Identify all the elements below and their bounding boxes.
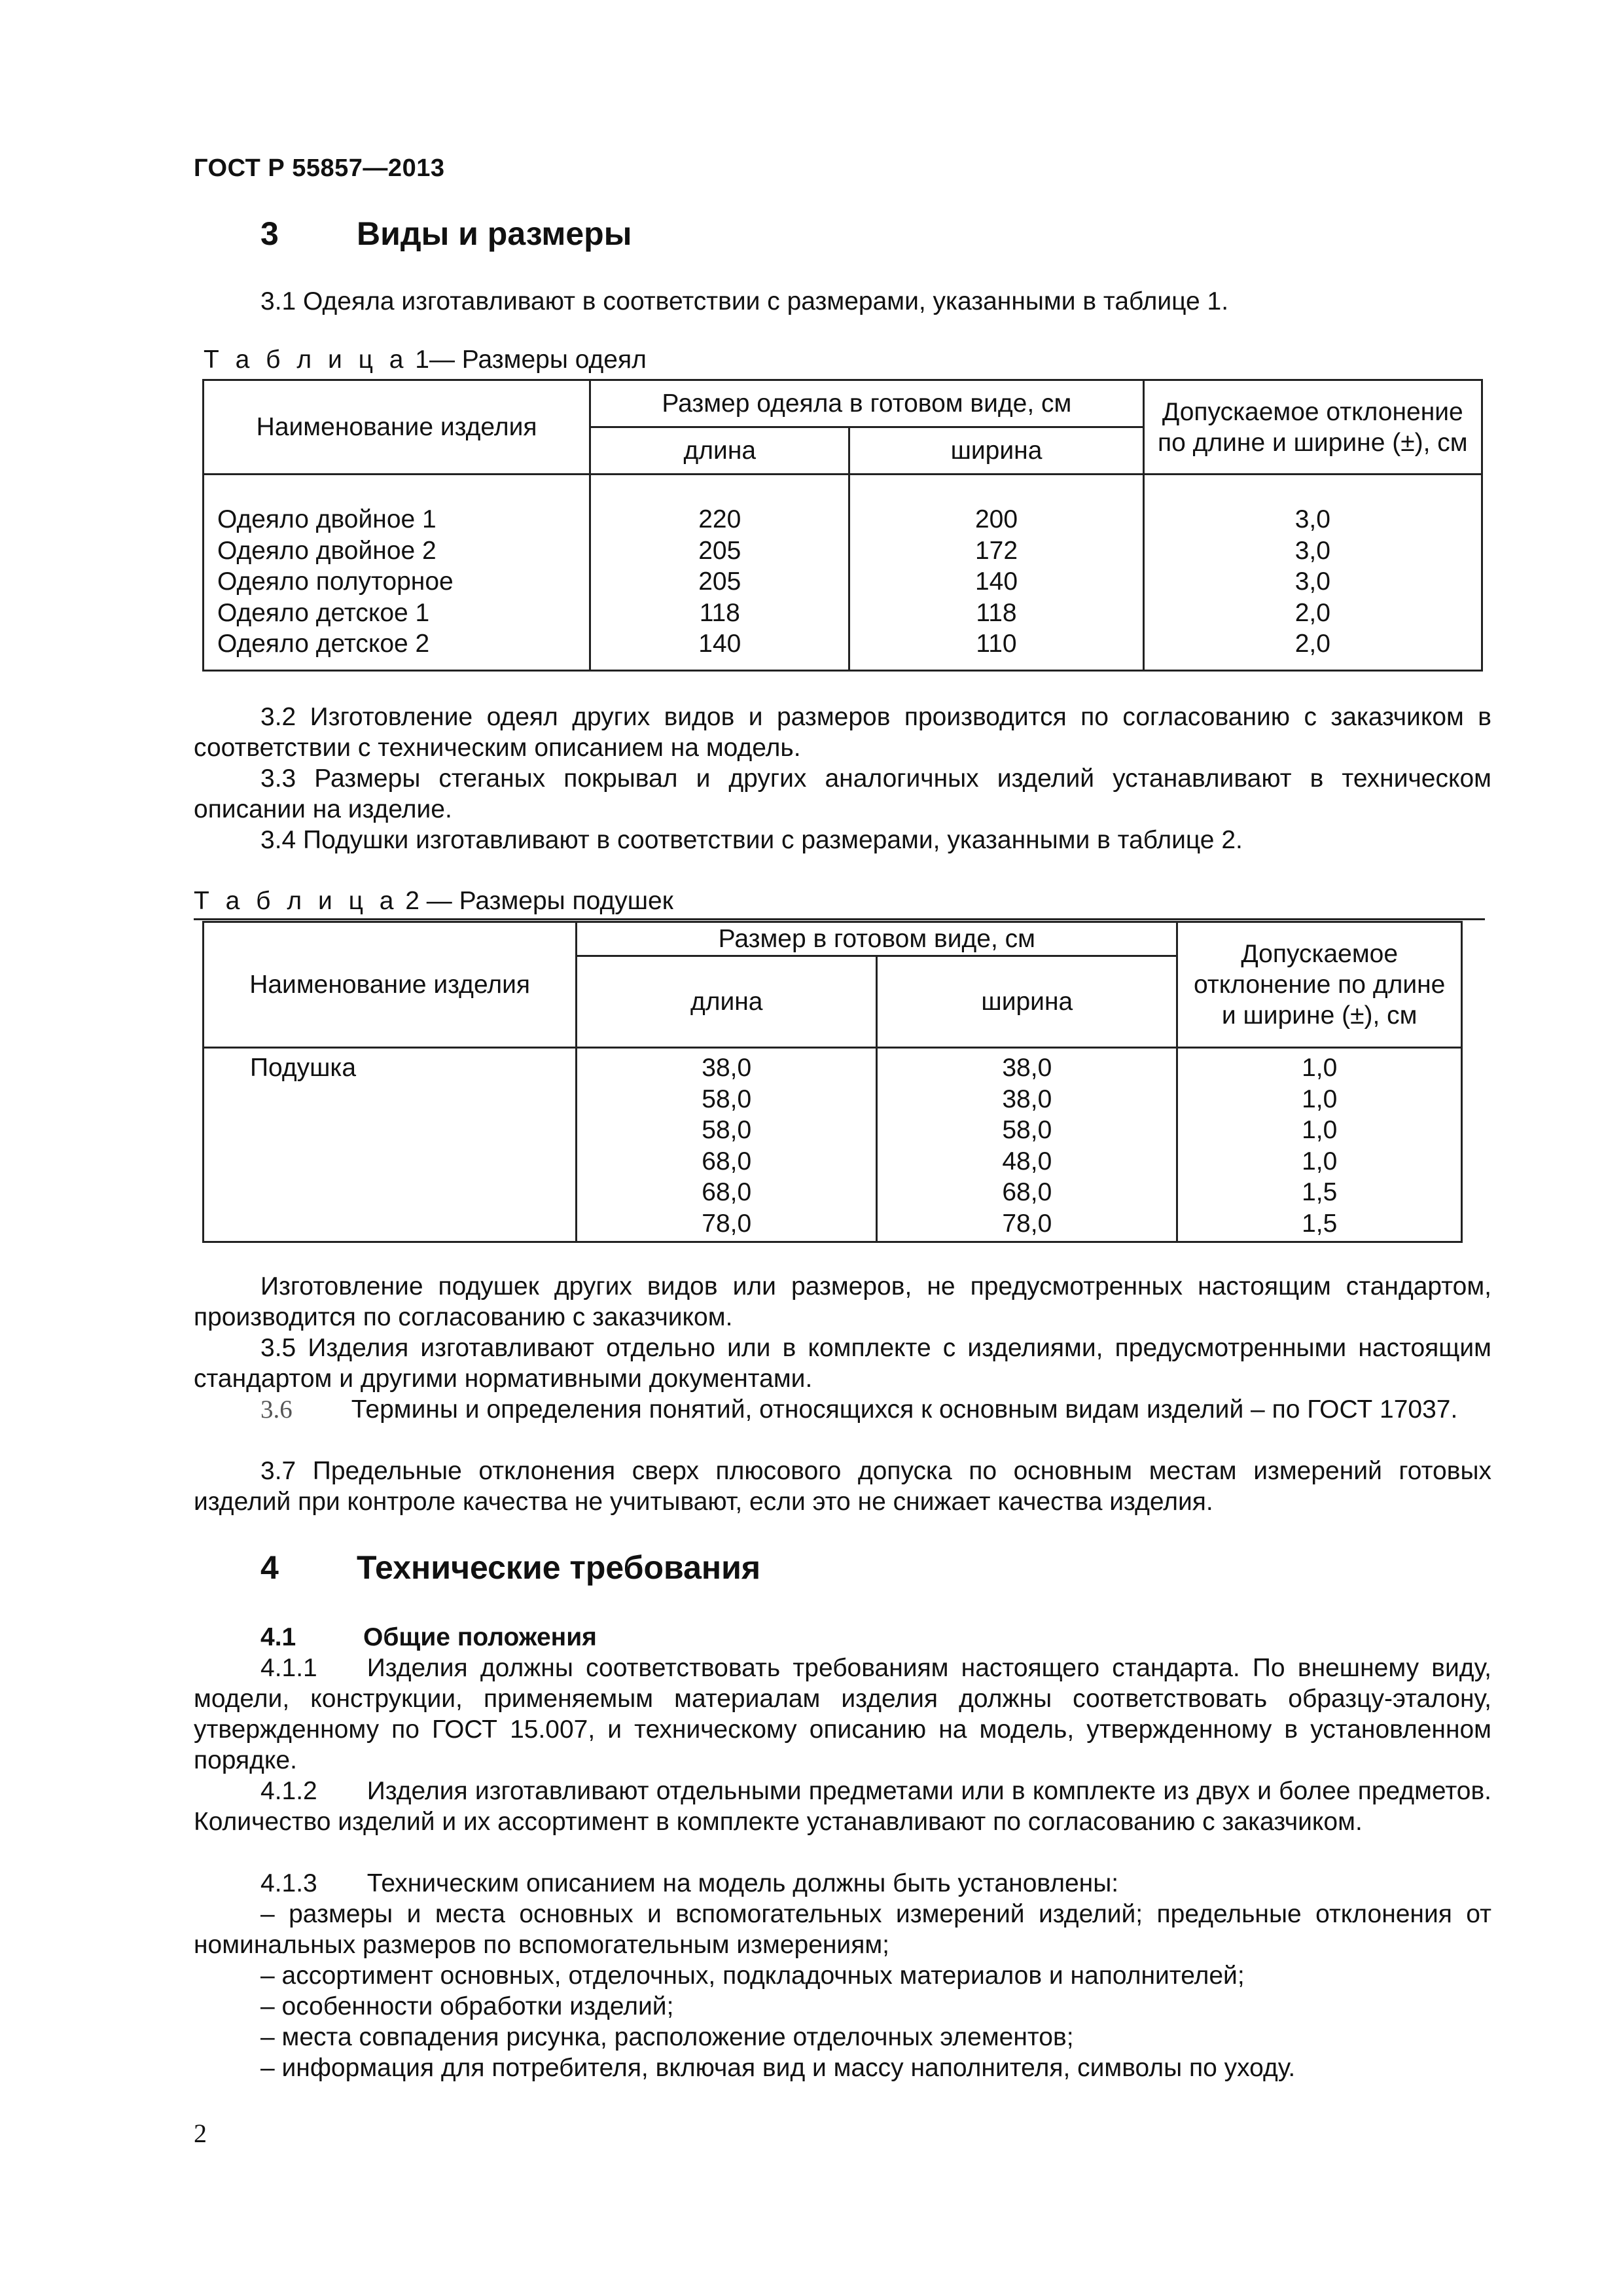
table-2-length: 38,0 — [702, 1054, 752, 1082]
page-number: 2 — [194, 2119, 207, 2148]
table-1-tolerance: 2,0 — [1294, 630, 1330, 658]
table-1-widths-cell — [849, 475, 1143, 671]
paragraph-pillows-other: Изготовление подушек других видов или размеров, не предусмотренных настоящим стандартом, производится по согласованию с заказчиком. — [194, 1272, 1491, 1331]
paragraph-3-6-number: 3.6 — [260, 1395, 293, 1424]
table-1-length: 205 — [698, 567, 741, 596]
table-2-length: 58,0 — [702, 1116, 752, 1144]
table-2-tolerances-cell — [1177, 1048, 1462, 1242]
table-1-length: 118 — [699, 598, 740, 627]
paragraph-3-5: 3.5 Изделия изготавливают отдельно или в комплекте с изделиями, предусмотренными настоящим стандартом и другими нормативными документами. — [194, 1334, 1491, 1393]
table-row — [204, 475, 1482, 671]
list-item: – особенности обработки изделий; — [260, 1992, 674, 2020]
table-2-width: 38,0 — [1002, 1085, 1052, 1113]
paragraph-3-3: 3.3 Размеры стеганых покрывал и других аналогичных изделий устанавливают в техническом описании на изделие. — [194, 764, 1491, 823]
table-2-caption-label: Т а б л и ц а — [194, 887, 399, 915]
table-1-name: Одеяло двойное 2 — [217, 536, 437, 565]
table-2-item-name: Подушка — [204, 1048, 577, 1242]
table-1-width: 140 — [974, 567, 1018, 596]
paragraph-4-1-2-text: Изделия изготавливают отдельными предметами или в комплекте из двух и более предметов. Количество изделий и их ассортимент в комплекте устанавливают по согласованию с заказчиком. — [194, 1777, 1491, 1836]
table-1-name: Одеяло двойное 1 — [217, 505, 437, 533]
table-2-length: 58,0 — [702, 1085, 752, 1113]
document-header-id: ГОСТ Р 55857—2013 — [194, 154, 445, 182]
list-item: – размеры и места основных и вспомогательных измерений изделий; предельные отклонения от номинальных размеров по вспомогательным измерениям; — [194, 1900, 1491, 1959]
table-2-pillow-sizes — [202, 921, 1463, 1243]
table-1-tolerance: 3,0 — [1294, 505, 1330, 533]
table-1-length: 205 — [698, 536, 741, 565]
table-2-tolerance: 1,0 — [1302, 1116, 1338, 1144]
table-2-caption — [194, 887, 673, 916]
paragraph-4-1-3-number: 4.1.3 — [260, 1869, 317, 1897]
paragraph-3-7: 3.7 Предельные отклонения сверх плюсового допуска по основным местам измерений готовых изделий при контроле качества не учитывают, если это не снижает качества изделия. — [194, 1457, 1491, 1516]
table-1-tolerance: 3,0 — [1294, 567, 1330, 596]
table-2-tolerance: 1,0 — [1302, 1054, 1338, 1082]
table-2-width: 68,0 — [1002, 1178, 1052, 1206]
section-3-number: 3 — [260, 215, 279, 252]
table-1-name: Одеяло детское 2 — [217, 630, 430, 658]
table-1-tolerances-cell — [1143, 475, 1482, 671]
table-1-header-length: длина — [590, 427, 849, 475]
table-1-name: Одеяло детское 1 — [217, 598, 430, 627]
paragraph-4-1-1-text: Изделия должны соответствовать требованиям настоящего стандарта. По внешнему виду, модели, конструкции, применяемым материалам изделия должны соответствовать образцу-эталону, утвержденному по ГОСТ 15.007, и техническому описанию на модель, утвержденному в установленном порядке. — [194, 1654, 1491, 1774]
table-1-length: 220 — [698, 505, 741, 533]
table-1-caption-text: 1— Размеры одеял — [408, 346, 647, 374]
paragraph-4-1-1-number: 4.1.1 — [260, 1654, 317, 1682]
table-2-length: 68,0 — [702, 1147, 752, 1175]
table-1-header-name: Наименование изделия — [204, 380, 590, 475]
subsection-4-1-number: 4.1 — [260, 1623, 296, 1651]
table-2-header-width: ширина — [877, 956, 1177, 1048]
table-1-caption-label: Т а б л и ц а — [204, 346, 408, 374]
subsection-4-1-title: Общие положения — [363, 1623, 597, 1651]
table-1-width: 200 — [974, 505, 1018, 533]
table-2-width: 58,0 — [1002, 1116, 1052, 1144]
table-1-width: 110 — [976, 630, 1017, 658]
table-2-header-name: Наименование изделия — [204, 922, 577, 1048]
table-2-widths-cell — [877, 1048, 1177, 1242]
table-1-name: Одеяло полуторное — [217, 567, 454, 596]
table-2-width: 38,0 — [1002, 1054, 1052, 1082]
paragraph-3-4: 3.4 Подушки изготавливают в соответствии с размерами, указанными в таблице 2. — [260, 826, 1243, 854]
table-1-header-tolerance: Допускаемое отклонение по длине и ширине (±), см — [1143, 380, 1482, 475]
section-4-number: 4 — [260, 1549, 279, 1586]
table-2-header-size: Размер в готовом виде, см — [577, 922, 1177, 956]
table-2-header-tolerance: Допускаемое отклонение по длине и ширине (±), см — [1177, 922, 1462, 1048]
paragraph-3-1: 3.1 Одеяла изготавливают в соответствии с размерами, указанными в таблице 1. — [260, 287, 1229, 315]
table-2-length: 68,0 — [702, 1178, 752, 1206]
table-1-tolerance: 2,0 — [1294, 598, 1330, 627]
table-2-tolerance: 1,5 — [1302, 1209, 1338, 1238]
paragraph-4-1-1 — [194, 1653, 1491, 1776]
table-2-length: 78,0 — [702, 1209, 752, 1238]
table-2-tolerance: 1,5 — [1302, 1178, 1338, 1206]
table-1-width: 118 — [976, 598, 1017, 627]
table-1-width: 172 — [974, 536, 1018, 565]
table-2-header-length: длина — [577, 956, 877, 1048]
table-1-header-size: Размер одеяла в готовом виде, см — [590, 380, 1143, 427]
section-4-title: Технические требования — [357, 1549, 760, 1586]
table-2-width: 78,0 — [1002, 1209, 1052, 1238]
table-1-blanket-sizes — [202, 379, 1483, 672]
table-1-caption — [204, 346, 647, 374]
table-1-tolerance: 3,0 — [1294, 536, 1330, 565]
paragraph-3-2: 3.2 Изготовление одеял других видов и размеров производится по согласованию с заказчиком в соответствии с техническим описанием на модель. — [194, 703, 1491, 762]
table-2-lengths-cell — [577, 1048, 877, 1242]
table-2-tolerance: 1,0 — [1302, 1085, 1338, 1113]
table-2-width: 48,0 — [1002, 1147, 1052, 1175]
table-1-length: 140 — [698, 630, 741, 658]
table-2-tolerance: 1,0 — [1302, 1147, 1338, 1175]
table-1-lengths-cell — [590, 475, 849, 671]
table-1-names-cell — [204, 475, 590, 671]
paragraph-3-6 — [194, 1394, 1491, 1425]
table-1-header-width: ширина — [849, 427, 1143, 475]
paragraph-4-1-2-number: 4.1.2 — [260, 1777, 317, 1805]
paragraph-4-1-3-text: Техническим описанием на модель должны быть установлены: — [366, 1869, 1119, 1897]
paragraph-4-1-3 — [260, 1868, 1118, 1899]
caption-rule — [194, 918, 1485, 920]
paragraph-4-1-2 — [194, 1776, 1491, 1837]
table-row — [204, 1048, 1462, 1242]
table-2-caption-text: 2 — Размеры подушек — [398, 887, 673, 915]
paragraph-3-6-text: Термины и определения понятий, относящихся к основным видам изделий – по ГОСТ 17037. — [351, 1395, 1458, 1424]
list-item: – ассортимент основных, отделочных, подкладочных материалов и наполнителей; — [260, 1962, 1245, 1990]
section-3-title: Виды и размеры — [357, 215, 632, 252]
list-item: – информация для потребителя, включая вид и массу наполнителя, символы по уходу. — [260, 2054, 1296, 2082]
list-item: – места совпадения рисунка, расположение отделочных элементов; — [260, 2023, 1074, 2051]
